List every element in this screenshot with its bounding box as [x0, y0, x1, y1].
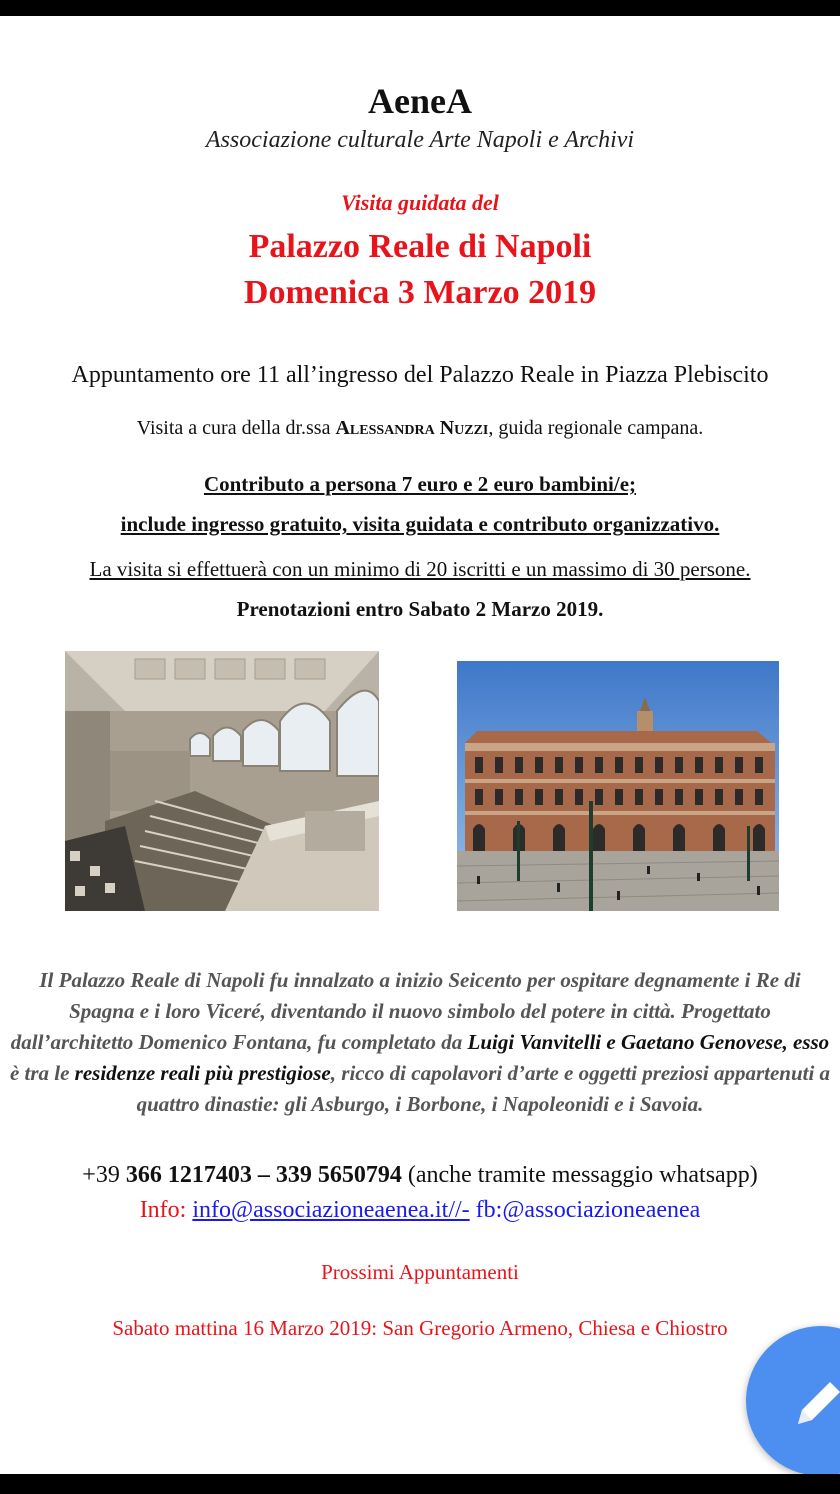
meeting-info: Appuntamento ore 11 all’ingresso del Palazzo Reale in Piazza Plebiscito — [71, 362, 769, 388]
phone-note: (anche tramite messaggio whatsapp) — [401, 1162, 758, 1188]
staircase-photo — [65, 651, 379, 911]
phone-prefix: +39 — [82, 1162, 126, 1188]
guide-prefix: Visita a cura della dr.ssa — [136, 417, 336, 439]
visit-intro: Visita guidata del — [341, 190, 499, 215]
guide-suffix: , guida regionale campana. — [488, 417, 704, 439]
description-part-1: Il Palazzo Reale di Napoli fu innalzato a inizio Seicento per ospitare degnamente i Re di Spagna e i loro Viceré, diventando il nuovo simbolo del potere in città. Progettato dall’architetto Domenico Fontana, fu completato da — [10, 968, 801, 1054]
navigation-bar — [0, 1474, 840, 1494]
description-part-2: è tra le — [9, 1061, 75, 1085]
info-line — [0, 1197, 840, 1224]
info-label: Info: — [139, 1197, 193, 1223]
palace-facade-photo — [457, 661, 779, 911]
phone-contacts — [0, 1162, 840, 1189]
phone-number-2[interactable]: 339 5650794 — [275, 1162, 402, 1188]
facebook-handle: fb:@associazioneaenea — [469, 1197, 701, 1223]
email-link[interactable]: info@associazioneaenea.it//- — [192, 1197, 470, 1223]
edit-fab-button[interactable] — [746, 1326, 840, 1476]
palace-description — [6, 965, 834, 1120]
pencil-icon — [790, 1372, 840, 1432]
event-title: Palazzo Reale di Napoli — [248, 228, 592, 265]
org-subtitle: Associazione culturale Arte Napoli e Archivi — [205, 127, 635, 153]
description-part-3: , ricco di capolavori d’arte e oggetti preziosi appartenuti a quattro dinastie: gli Asburgo, i Borbone, i Napoleonidi e i Savoia. — [136, 1061, 831, 1116]
guide-name: Alessandra Nuzzi — [335, 417, 489, 439]
booking-deadline: Prenotazioni entro Sabato 2 Marzo 2019. — [236, 597, 604, 621]
status-bar — [0, 0, 840, 16]
description-emphasis-1: Luigi Vanvitelli e Gaetano Genovese, esso — [467, 1030, 830, 1054]
org-name: AeneA — [368, 81, 472, 121]
upcoming-item: Sabato mattina 16 Marzo 2019: San Gregorio Armeno, Chiesa e Chiostro — [112, 1316, 728, 1340]
guide-info — [0, 417, 840, 440]
phone-separator: – — [251, 1162, 276, 1188]
contribution-line-2: include ingresso gratuito, visita guidata e contributo organizzativo. — [120, 512, 720, 536]
contribution-line-1: Contributo a persona 7 euro e 2 euro bambini/e; — [203, 472, 637, 496]
participant-limits: La visita si effettuerà con un minimo di 20 iscritti e un massimo di 30 persone. — [89, 557, 751, 581]
upcoming-title: Prossimi Appuntamenti — [321, 1260, 519, 1284]
event-date: Domenica 3 Marzo 2019 — [243, 274, 597, 311]
description-emphasis-2: residenze reali più prestigiose — [74, 1061, 331, 1085]
phone-number-1[interactable]: 366 1217403 — [125, 1162, 252, 1188]
